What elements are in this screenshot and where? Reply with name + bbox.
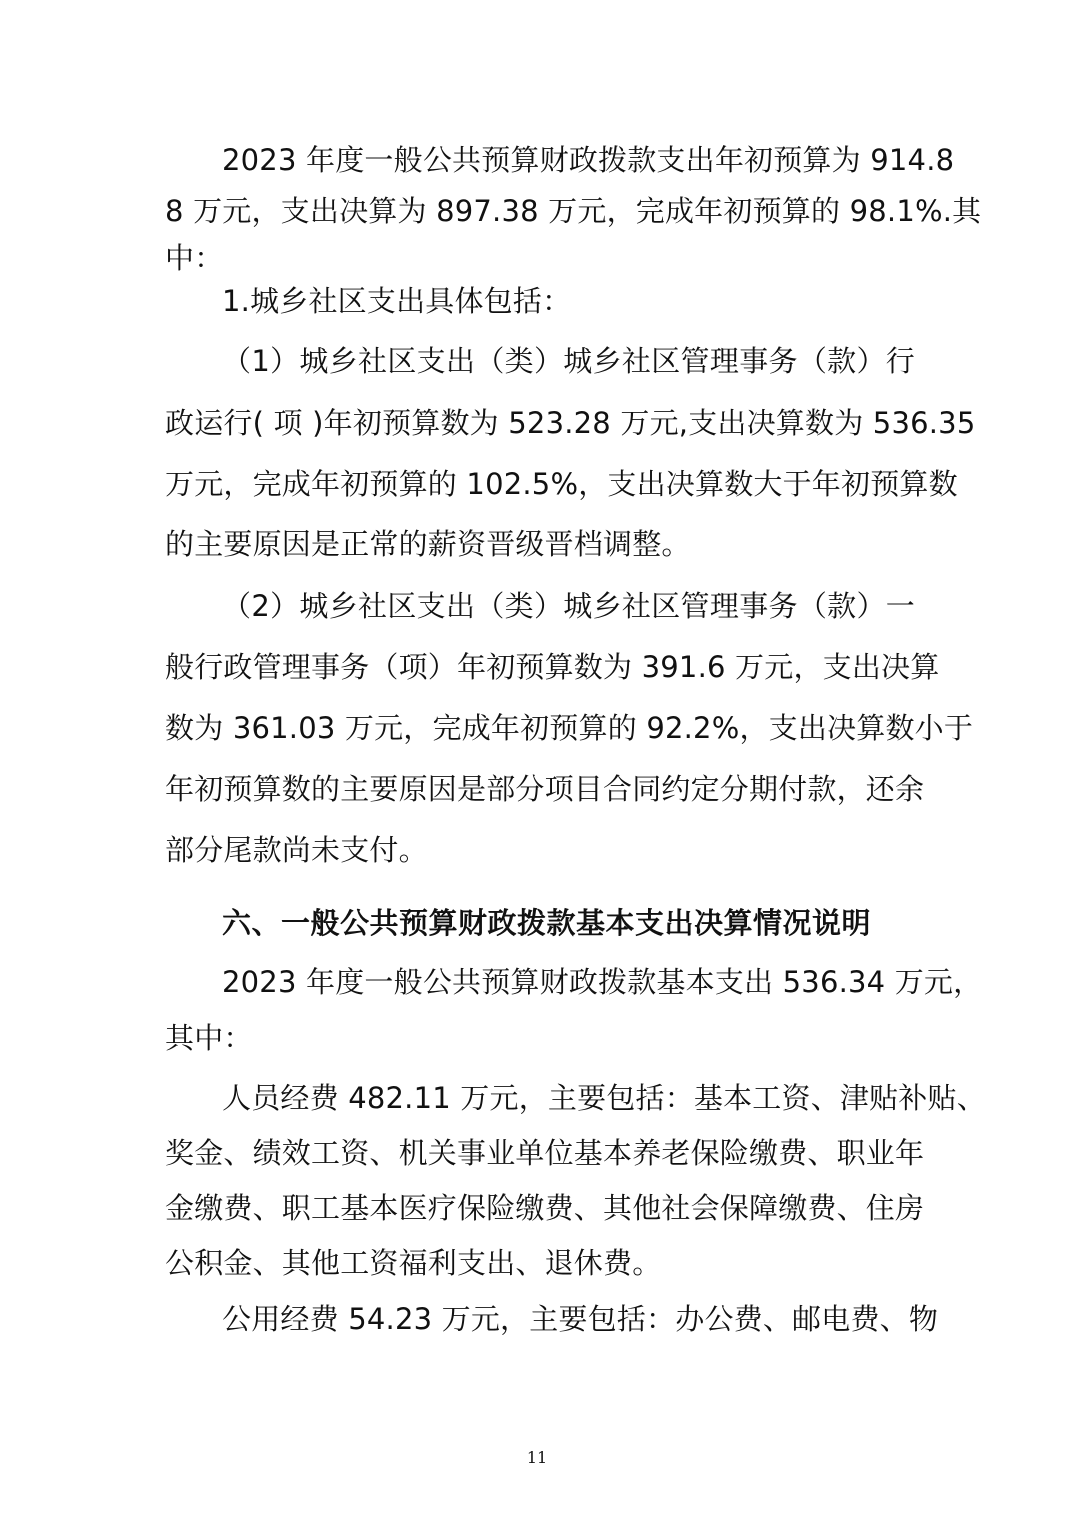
paragraph-line: 中： [165, 241, 224, 275]
paragraph-line: （2）城乡社区支出（类）城乡社区管理事务（款）一 [222, 589, 915, 623]
paragraph-line: 年初预算数的主要原因是部分项目合同约定分期付款，还余 [165, 772, 925, 806]
paragraph-line: 政运行( 项 )年初预算数为 523.28 万元,支出决算数为 536.35 [165, 406, 976, 440]
paragraph-line: 奖金、绩效工资、机关事业单位基本养老保险缴费、职业年 [165, 1136, 925, 1170]
paragraph-line: 数为 361.03 万元，完成年初预算的 92.2%，支出决算数小于 [165, 711, 974, 745]
paragraph-line: 公用经费 54.23 万元，主要包括：办公费、邮电费、物 [222, 1302, 939, 1336]
paragraph-line: 部分尾款尚未支付。 [165, 833, 428, 867]
paragraph-line: （1）城乡社区支出（类）城乡社区管理事务（款）行 [222, 344, 915, 378]
paragraph-line: 其中： [165, 1021, 253, 1055]
paragraph-line: 8 万元，支出决算为 897.38 万元，完成年初预算的 98.1%.其 [165, 194, 982, 228]
paragraph-line: 公积金、其他工资福利支出、退休费。 [165, 1246, 662, 1280]
page-number: 11 [526, 1448, 548, 1467]
paragraph-line: 2023 年度一般公共预算财政拨款支出年初预算为 914.8 [222, 143, 955, 177]
paragraph-line: 2023 年度一般公共预算财政拨款基本支出 536.34 万元， [222, 965, 983, 999]
paragraph-line: 般行政管理事务（项）年初预算数为 391.6 万元，支出决算 [165, 650, 940, 684]
paragraph-line: 的主要原因是正常的薪资晋级晋档调整。 [165, 527, 691, 561]
paragraph-line: 金缴费、职工基本医疗保险缴费、其他社会保障缴费、住房 [165, 1191, 925, 1225]
paragraph-line: 人员经费 482.11 万元，主要包括：基本工资、津贴补贴、 [222, 1081, 986, 1115]
list-item-heading: 1.城乡社区支出具体包括： [222, 284, 572, 318]
section-heading: 六、一般公共预算财政拨款基本支出决算情况说明 [222, 906, 872, 940]
paragraph-line: 万元，完成年初预算的 102.5%，支出决算数大于年初预算数 [165, 467, 958, 501]
